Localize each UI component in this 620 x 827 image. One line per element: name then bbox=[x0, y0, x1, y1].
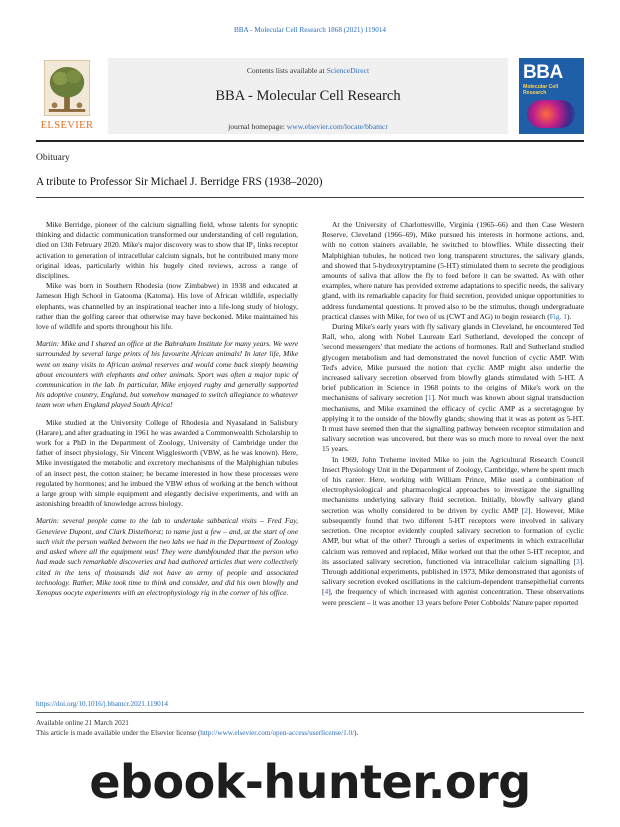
cover-subtitle-line1: Molecular Cell bbox=[523, 84, 559, 90]
paragraph-text: In 1969, John Treherne invited Mike to join the Agricultural Research Council Insect Physiology Unit in the Department of Zoology, Cambridge, where he spent much of his career. Here, working with William Prince, Mike used a combination of electrophysiological and pharmacological approaches to investigate the signalling mechanisms underlying salivary fluid secretion. Initially, blowfly salivary gland secretion was wholly considered to be driven by cyclic AMP [ bbox=[322, 454, 584, 515]
sciencedirect-link[interactable]: ScienceDirect bbox=[326, 66, 370, 75]
publisher-name: ELSEVIER bbox=[40, 120, 94, 131]
doi-link[interactable]: https://doi.org/10.1016/j.bbamcr.2021.119014 bbox=[36, 700, 168, 708]
watermark-text: ebook-hunter.org bbox=[89, 755, 531, 809]
cover-subtitle-line2: Research bbox=[523, 90, 547, 96]
journal-masthead bbox=[108, 58, 508, 134]
figure-reference-link[interactable]: Fig. 1 bbox=[549, 311, 568, 321]
footer-divider bbox=[36, 712, 584, 713]
paragraph: Mike studied at the University College of Rhodesia and Nyasaland in Salisbury (Harare), and after graduating in 1961 he was awarded a Commonwealth Scholarship to work for a PhD in the Department of Zoology, University of Cambridge under the father of insect physiology, Sir Vincent Wigglesworth (VBW, as he was known). Here, Mike investigated the metabolic and excretory mechanisms of the Malphighian tubules of an insect pest, the cotton stainer; he became interested in how these processes were regulated by hormones; and he imbued the VBW ethos of working at the bench without a large group with simple equipment and elegantly decisive experiments, and with an astonishing breadth of knowledge across biology. bbox=[36, 417, 298, 509]
right-column bbox=[322, 220, 584, 608]
license-link[interactable]: http://www.elsevier.com/open-access/userlicense/1.0/ bbox=[200, 729, 355, 737]
article-title: A tribute to Professor Sir Michael J. Berridge FRS (1938–2020) bbox=[36, 176, 323, 188]
cover-subtitle bbox=[523, 84, 558, 96]
journal-header bbox=[36, 58, 584, 136]
journal-title: BBA - Molecular Cell Research bbox=[215, 88, 401, 104]
paragraph: Mike was born in Southern Rhodesia (now Zimbabwe) in 1938 and educated at Jameson High School in Gatooma (Katoma). His love of African wildlife, especially elephants, was channelled by an inspirational teacher into a life-long study of biology, rather than the golfing career that otherwise may have beckoned. Mike maintained his love of wildlife and sports throughout his life. bbox=[36, 281, 298, 332]
cover-artwork bbox=[527, 100, 575, 128]
contents-line bbox=[108, 66, 508, 75]
journal-citation-header[interactable]: BBA - Molecular Cell Research 1868 (2021) 119014 bbox=[233, 26, 387, 34]
paragraph-text: During Mike's early years with fly salivary glands in Cleveland, he encountered Ted Rall, who, along with Nobel Laureate Earl Sutherland, developed the concept of 'second messengers' that mediate the actions of hormones. Rall and Sutherland studied glycogen metabolism and had demonstrated the novel function of cyclic AMP. With Ted's advice, Mike pursued the notion that cyclic AMP might also underlie the increased salivary secretion observed from blowfly glands stimulated with 5-HT. A brief publication in Science in 1968 points to the origins of Mike's work on the mechanisms of salivary secretion [ bbox=[322, 322, 584, 403]
license-statement bbox=[36, 729, 358, 737]
paragraph-text: ]. Through additional experiments, published in 1973, Mike demonstrated that agonists of salivary secretion evoked oscillations in the calcium-dependent transepithelial currents [ bbox=[322, 556, 584, 597]
left-column bbox=[36, 220, 298, 605]
quote-block: Martin: Mike and I shared an office at the Babraham Institute for many years. We were surrounded by several large prints of his favourite African animals! In later life, Mike went on many visits to African animal reserves and would come back simply beaming about encounters with elephants and other animals. Sport was often a major topic of communication in the lab. In particular, Mike enjoyed rugby and generally supported his adoptive country, England, but somehow managed to switch allegiance to whatever team won when England played South Africa! bbox=[36, 339, 298, 410]
title-divider bbox=[36, 197, 584, 198]
license-suffix: ). bbox=[354, 729, 359, 737]
elsevier-tree-icon bbox=[44, 60, 90, 116]
homepage-line bbox=[108, 122, 508, 131]
paragraph bbox=[322, 455, 584, 608]
available-online-date: Available online 21 March 2021 bbox=[36, 719, 129, 727]
contents-prefix: Contents lists available at bbox=[246, 66, 327, 75]
cover-title: BBA bbox=[523, 62, 563, 83]
article-type: Obituary bbox=[36, 153, 70, 163]
paragraph: Mike Berridge, pioneer of the calcium signalling field, whose talents for synoptic thinking and didactic communication transformed our understanding of cell regulation, died on 13th February 2020. Mike's major discovery was to show that IP₃ links receptor activation to generation of intracellular calcium signals, but he contributed many more original ideas, particularly within his hugely cited reviews, across a range of disciplines. bbox=[36, 220, 298, 281]
citation-link[interactable]: 4 bbox=[324, 587, 329, 597]
license-prefix: This article is made available under the Elsevier license ( bbox=[36, 729, 201, 737]
header-divider bbox=[36, 140, 584, 142]
journal-homepage-link[interactable]: www.elsevier.com/locate/bbamcr bbox=[286, 122, 388, 131]
citation-link[interactable]: 1 bbox=[427, 393, 432, 403]
journal-cover-thumbnail[interactable] bbox=[519, 58, 584, 134]
quote-block: Martin: several people came to the lab to undertake sabbatical visits – Fred Fay, Genevieve Dupont, and Clark Distelhorst; to name just a few – and, at the start of one such visit the person walked between the two labs we had in the Department of Zoology and asked where all the equipment was! They were dumbfounded that the person who had made such remarkable discoveries and had authored articles that were collectively cited in the tens of thousands did not have an army of people and associated technology. Rather, Mike took time to think and consider, and did his own blowfly and Xenopus oocyte experiments with an electrophysiology rig in the corner of his office. bbox=[36, 516, 298, 597]
citation-link[interactable]: 3 bbox=[575, 556, 580, 566]
paragraph bbox=[322, 322, 584, 455]
homepage-prefix: journal homepage: bbox=[228, 122, 287, 131]
paragraph-text: ]. However, Mike subsequently found that two different 5-HT receptors were involved in salivary secretion. One receptor evidently coupled salivary secretion to formation of cyclic AMP, but what of the other? Through a series of experiments in which extracellular calcium was removed and replaced, Mike worked out that the other 5-HT receptor, and its associated salivary secretion, functioned via intracellular calcium signalling [ bbox=[322, 505, 584, 566]
paragraph bbox=[322, 220, 584, 322]
paragraph-text: ]. Not much was known about signal transduction mechanisms, and Mike examined the efficacy of cyclic AMP as a secretagogue by applying it to the outside of the blowfly glands; showing that it was as potent as 5-HT. It must have seemed then that the signalling pathway between receptor stimulation and salivary secretion was uncovered, but there was so much more to reveal over the next 15 years. bbox=[322, 393, 585, 454]
paragraph-text: ). bbox=[567, 311, 572, 321]
elsevier-logo[interactable] bbox=[36, 58, 98, 134]
paragraph-text: ], the frequency of which increased with agonist concentration. These observations were prescient – it was another 13 years before Peter Cobbolds' Nature paper reported bbox=[322, 587, 584, 607]
citation-link[interactable]: 2 bbox=[524, 505, 528, 515]
paragraph-text: At the University of Charlottesville, Virginia (1965–66) and then Case Western Reserve, Cleveland (1966–69), Mike pursued his interests in hormone actions, and, with no cotton stainers available, he switched to blowflies. While dissecting their Malphighian tubules, he noticed two long transparent structures, the salivary glands, and showed that 5-hydroxytryptamine (5-HT) stimulated them to secrete the prodigious amounts of saliva that allow the fly to feed before it can be swatted. As with other examples, where nature has provided extreme adaptations to specific needs, the salivary gland, with its remarkable capacity for fluid secretion, provided unique opportunities to address fundamental questions. It proved also to be the stimulus, though undergraduate practical classes with Mike, for two of us (CWT and AG) to begin research ( bbox=[322, 220, 584, 321]
